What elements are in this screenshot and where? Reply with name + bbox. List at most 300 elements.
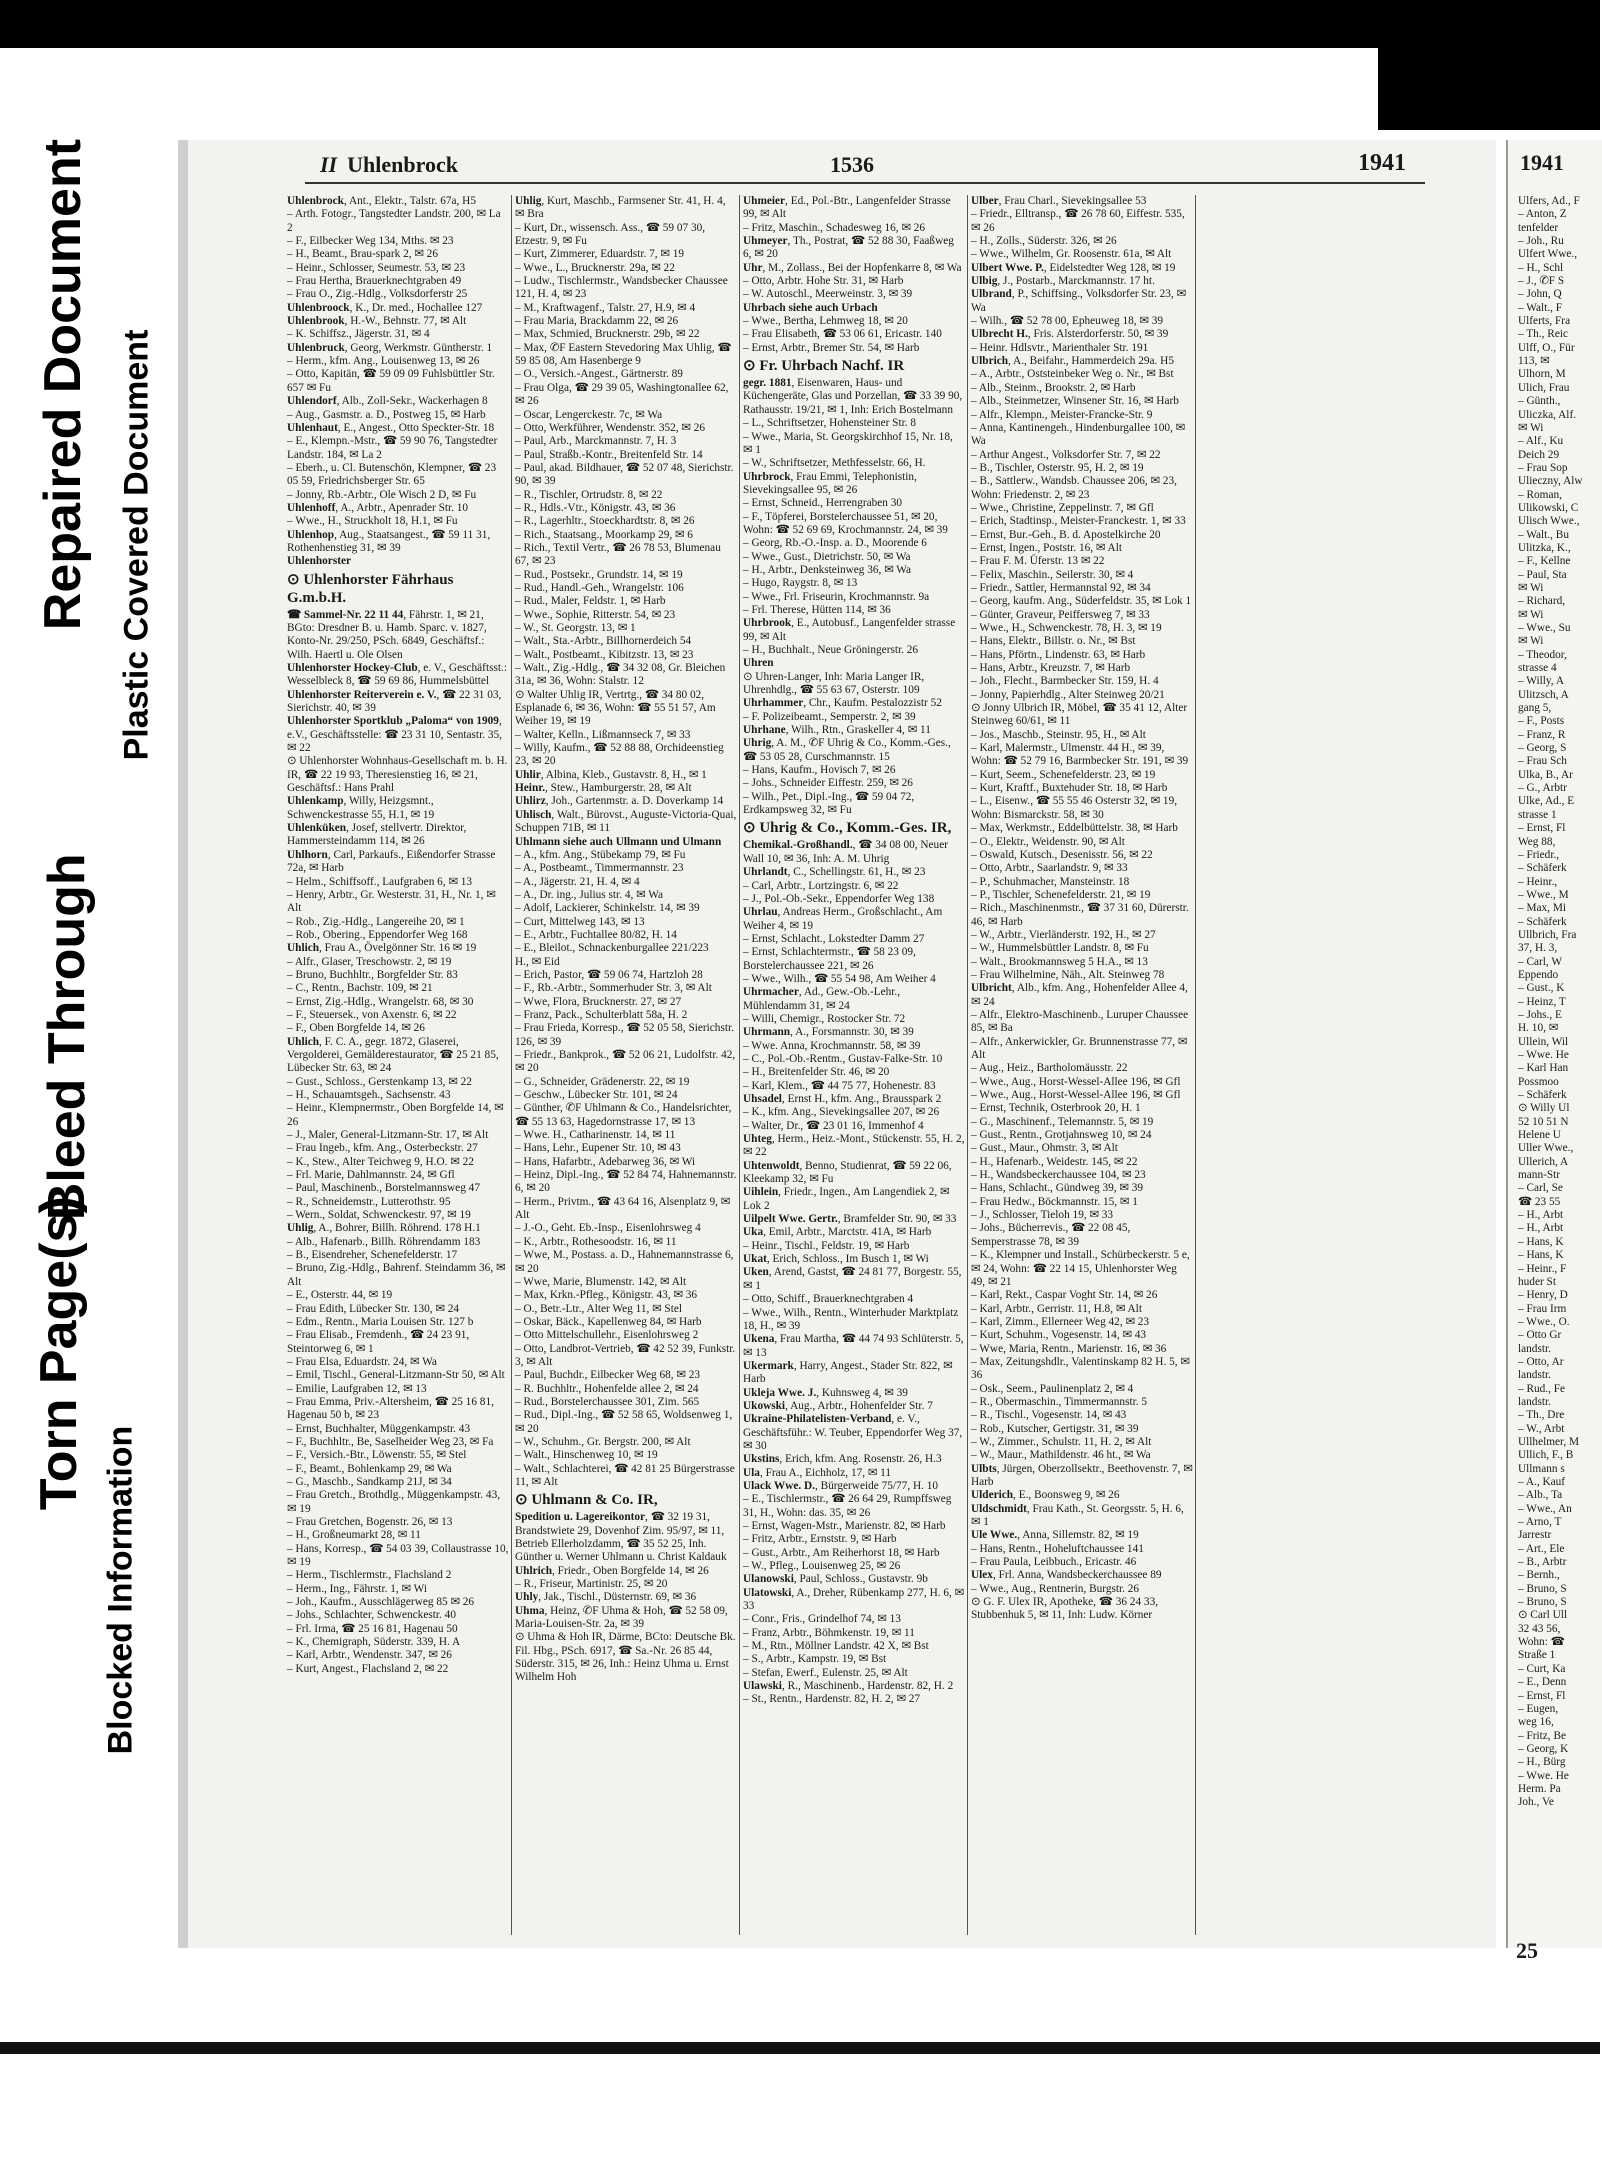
directory-entry: – Hans, Hafarbtr., Adebarweg 36, ✉ Wi <box>515 1155 696 1168</box>
directory-entry: – R., Obermaschin., Timmermannstr. 5 <box>971 1395 1148 1408</box>
directory-entry: – Wwe., Aug., Horst-Wessel-Allee 196, ✉ Gfl <box>971 1089 1181 1102</box>
adjacent-page-line: 113, ✉ <box>1518 355 1550 368</box>
directory-entry: – L., Schriftsetzer, Hohensteiner Str. 8 <box>743 417 917 430</box>
header-left <box>320 152 458 178</box>
directory-entry: – Wwe, M., Postass. a. D., Hahnemannstrasse 6, ✉ 20 <box>515 1249 734 1275</box>
directory-entry: – G., Schneider, Grädenerstr. 22, ✉ 19 <box>515 1075 690 1088</box>
directory-entry: – Karl, Malermstr., Ulmenstr. 44 H., ✉ 39, Wohn: ☎ 52 79 16, Barmbecker Str. 191, ✉ 39 <box>971 742 1189 768</box>
directory-entry: – Rud., Handl.-Geh., Wrangelstr. 106 <box>515 581 684 594</box>
directory-entry: – A., kfm. Ang., Stübekamp 79, ✉ Fu <box>515 848 686 861</box>
directory-entry: – Frau Hertha, Brauerknechtgraben 49 <box>287 275 462 288</box>
directory-entry: – Jonny, Papierhdlg., Alter Steinweg 20/21 <box>971 688 1165 701</box>
adjacent-page-line: Ullbrich, Fra <box>1518 928 1577 941</box>
adjacent-page-line: – Max, Mi <box>1518 902 1567 915</box>
directory-entry: Uldschmidt, Frau Kath., St. Georgsstr. 5, H. 6, ✉ 1 <box>971 1502 1184 1529</box>
directory-entry: Uhlenkamp, Willy, Heizgsmnt., Schwenckestrasse 55, H.1, ✉ 19 <box>287 795 435 821</box>
directory-entry: – Max, Werkmstr., Eddelbüttelstr. 38, ✉ Harb <box>971 822 1178 835</box>
directory-entry: – Frau Edith, Lübecker Str. 130, ✉ 24 <box>287 1302 459 1315</box>
directory-entry: – F., Eilbecker Weg 134, Mths. ✉ 23 <box>287 235 454 248</box>
directory-entry: – Rud., Borstelerchaussee 301, Zim. 565 <box>515 1395 700 1408</box>
adjacent-page-line: – Gust., K <box>1518 982 1565 995</box>
directory-entry: ⊙ G. F. Ulex IR, Apotheke, ☎ 36 24 33, Stubbenhuk 5, ✉ 11, Inh: Ludw. Körner <box>971 1596 1159 1622</box>
adjacent-page-line: – Th., Dre <box>1518 1409 1565 1422</box>
directory-entry: – P., Tischler, Schenefelderstr. 21, ✉ 19 <box>971 888 1151 901</box>
directory-entry: – Walt., Postbeamt., Kibitzstr. 13, ✉ 23 <box>515 648 694 661</box>
directory-entry: – Herm., Privtm., ☎ 43 64 16, Alsenplatz 9, ✉ Alt <box>515 1195 731 1222</box>
directory-entry: – Friedr., Bankprok., ☎ 52 06 21, Ludolfstr. 42, ✉ 20 <box>515 1049 736 1075</box>
directory-entry: – K., Chemigraph, Süderstr. 339, H. A <box>287 1636 461 1649</box>
adjacent-page-line: – G., Arbtr <box>1518 782 1567 795</box>
directory-entry: – F., Beamt., Bohlenkamp 29, ✉ Wa <box>287 1462 452 1475</box>
directory-entry: – G., Maschb., Sandkamp 21J, ✉ 34 <box>287 1475 452 1488</box>
directory-entry: – J., Pol.-Ob.-Sekr., Eppendorfer Weg 138 <box>743 892 935 905</box>
directory-entry: – W., Arbtr., Vierländerstr. 192, H., ✉ 27 <box>971 928 1156 941</box>
directory-entry: – Otto, Kapitän, ☎ 59 09 09 Fuhlsbüttler Str. 657 ✉ Fu <box>287 368 495 394</box>
directory-entry: – Wwe., Sophie, Ritterstr. 54, ✉ 23 <box>515 608 676 621</box>
directory-entry: – F., Töpferei, Borstelerchaussee 51, ✉ 20, Wohn: ☎ 52 69 69, Krochmannstr. 24, ✉ 39 <box>743 510 948 536</box>
directory-entry: – Karl, Rekt., Caspar Voght Str. 14, ✉ 26 <box>971 1289 1158 1302</box>
scan-border-bottom <box>0 2042 1600 2054</box>
directory-entry: – Rich., Maschinenmstr., ☎ 37 31 60, Dürerstr. 46, ✉ Harb <box>971 902 1189 928</box>
adjacent-page-line: Joh., Ve <box>1518 1796 1554 1809</box>
adjacent-page-line: – Hans, K <box>1518 1235 1564 1248</box>
directory-entry: – Wern., Soldat, Schwenckestr. 97, ✉ 19 <box>287 1209 471 1222</box>
directory-entry: – Frau Hedw., Böckmannstr. 15, ✉ 1 <box>971 1195 1138 1208</box>
directory-entry: Ukraine-Philatelisten-Verband, e. V., Geschäftsführ.: W. Teuber, Eppendorfer Weg 37, ✉ 30 <box>743 1413 963 1452</box>
directory-entry: – H., Großneumarkt 28, ✉ 11 <box>287 1529 421 1542</box>
directory-entry: – Alfr., Glaser, Treschowstr. 2, ✉ 19 <box>287 955 452 968</box>
scan-border-top-right <box>1378 48 1600 130</box>
directory-entry: Uhrmacher, Ad., Gew.-Ob.-Lehr., Mühlendamm 31, ✉ 24 <box>743 986 901 1012</box>
directory-entry: – F., Steuersek., von Axenstr. 6, ✉ 22 <box>287 1008 457 1021</box>
header-section: II <box>320 152 338 177</box>
directory-entry: – E., Klempn.-Mstr., ☎ 59 90 76, Tangstedter Landstr. 184, ✉ La 2 <box>287 435 498 461</box>
directory-entry: Uhlenküken, Josef, stellvertr. Direktor, Hammersteindamm 114, ✉ 26 <box>287 822 467 848</box>
directory-entry: Uhlenhorster Sportklub „Paloma“ von 1909, e.V., Geschäftsstelle: ☎ 23 31 10, Sentastr. 35, ✉ 22 <box>287 715 502 755</box>
adjacent-page-line: strasse 1 <box>1518 808 1557 821</box>
directory-entry: Uhrhane, Wilh., Rtn., Graskeller 4, ✉ 11 <box>743 724 931 737</box>
directory-entry: Ulbricht, Alb., kfm. Ang., Hohenfelder Allee 4, ✉ 24 <box>971 982 1188 1008</box>
directory-entry: – Paul, Straßb.-Kontr., Breitenfeld Str. 14 <box>515 448 703 461</box>
directory-entry: – Rud., Postsekr., Grundstr. 14, ✉ 19 <box>515 568 683 581</box>
directory-entry: – Wwe., H., Struckholt 18, H.1, ✉ Fu <box>287 515 458 528</box>
directory-entry: – Geschw., Lübecker Str. 101, ✉ 24 <box>515 1089 678 1102</box>
adjacent-page-line: – Wwe., O. <box>1518 1315 1570 1328</box>
directory-entry: – Walt., Brookmannsweg 5 H.A., ✉ 13 <box>971 955 1148 968</box>
directory-entry: – Herm., Ing., Fährstr. 1, ✉ Wi <box>287 1582 427 1595</box>
adjacent-page-line: – Hans, K <box>1518 1249 1564 1262</box>
directory-entry: – Willy, Kaufm., ☎ 52 88 88, Orchideenstieg 23, ✉ 20 <box>515 742 724 768</box>
adjacent-page-lines <box>1518 195 1602 1935</box>
directory-entry: Uhlig, Kurt, Maschb., Farmsener Str. 41, H. 4, ✉ Bra <box>515 195 726 221</box>
directory-entry: – Paul, Arb., Marckmannstr. 7, H. 3 <box>515 435 677 448</box>
directory-entry: – G., Maschinenf., Telemannstr. 5, ✉ 19 <box>971 1115 1154 1128</box>
adjacent-page-line: – Wwe., An <box>1518 1502 1572 1515</box>
column-5 <box>1199 195 1431 1935</box>
directory-entry: – Frau Elisabeth, ☎ 53 06 61, Ericastr. 140 <box>743 328 942 341</box>
directory-entry: – Erich, Pastor, ☎ 59 06 74, Hartzloh 28 <box>515 968 703 981</box>
directory-entry: – Ernst, Wagen-Mstr., Marienstr. 82, ✉ Harb <box>743 1520 946 1532</box>
directory-entry: ⊙ Uhren-Langer, Inh: Maria Langer IR, Uhrenhdlg., ☎ 55 63 67, Osterstr. 109 <box>743 670 925 697</box>
directory-entry: – Frau Emma, Priv.-Altersheim, ☎ 25 16 81, Hagenau 50 b, ✉ 23 <box>287 1395 494 1422</box>
directory-entry: Ulbrecht H., Fris. Alsterdorferstr. 50, ✉ 39 <box>971 328 1169 341</box>
adjacent-page-line: Uliczka, Alf. <box>1518 408 1577 421</box>
directory-entry: – Rud., Maler, Feldstr. 1, ✉ Harb <box>515 595 666 608</box>
adjacent-page-line: – Ernst, Fl <box>1518 1689 1566 1702</box>
adjacent-page-line: – Arno, T <box>1518 1516 1562 1529</box>
adjacent-page-line: mann-Str <box>1518 1169 1561 1182</box>
directory-entry: Uhlmann siehe auch Ullmann und Ulmann <box>515 835 722 848</box>
adjacent-page-line: tenfelder <box>1518 221 1559 234</box>
adjacent-page-line: Uller Wwe., <box>1518 1142 1574 1155</box>
adjacent-page-line: ✉ Wi <box>1518 581 1544 594</box>
adjacent-page-line: Ulisch Wwe., <box>1518 515 1580 528</box>
adjacent-page-line: – Frau Irm <box>1518 1302 1567 1315</box>
adjacent-page-line: Ulka, B., Ar <box>1518 768 1573 781</box>
adjacent-page-line: ✉ Wi <box>1518 421 1544 434</box>
directory-entry: – Johs., Bücherrevis., ☎ 22 08 45, Semperstrasse 78, ✉ 39 <box>971 1222 1131 1248</box>
adjacent-page-line: Ulke, Ad., E <box>1518 795 1575 808</box>
directory-entry: – H., Beamt., Brau-spark 2, ✉ 26 <box>287 248 438 261</box>
adjacent-page-line: – J., ✆F S <box>1518 275 1565 288</box>
directory-entry: – K., Klempner und Install., Schürbeckerstr. 5 e, ✉ 24, Wohn: ☎ 22 14 15, Uhlenhorster Weg 49, ✉ 21 <box>971 1249 1190 1288</box>
directory-entry: – W., Hummelsbüttler Landstr. 8, ✉ Fu <box>971 942 1149 955</box>
adjacent-page-line: – Walt., Bu <box>1518 528 1569 541</box>
directory-entry: – Max, ✆F Eastern Stevedoring Max Uhlig, ☎ 59 85 08, Am Hasenberge 9 <box>515 341 732 368</box>
adjacent-page-line: – Schäferk <box>1518 862 1567 875</box>
adjacent-page-line: landstr. <box>1518 1395 1551 1408</box>
directory-entry: – Wwe, Flora, Brucknerstr. 27, ✉ 27 <box>515 995 682 1008</box>
directory-entry: Ule Wwe., Anna, Sillemstr. 82, ✉ 19 <box>971 1529 1139 1542</box>
adjacent-page-line: – Willy, A <box>1518 675 1564 688</box>
directory-entry: – Heinr., Schlosser, Seumestr. 53, ✉ 23 <box>287 261 466 274</box>
directory-entry: – Johs., Schlachter, Schwenckestr. 40 <box>287 1609 456 1622</box>
directory-entry: – H., Wandsbeckerchaussee 104, ✉ 23 <box>971 1169 1146 1182</box>
adjacent-page-line: Ulhorn, M <box>1518 368 1566 381</box>
adjacent-page-line: Ulferts, Fra <box>1518 315 1571 328</box>
adjacent-page-line: Straße 1 <box>1518 1649 1556 1662</box>
directory-entry: Uhlenhaut, E., Angest., Otto Speckter-Str. 18 <box>287 421 495 434</box>
directory-entry: Uhrlau, Andreas Herm., Großschlacht., Am Weiher 4, ✉ 19 <box>743 906 943 932</box>
directory-entry: – Max, Schmied, Brucknerstr. 29b, ✉ 22 <box>515 328 700 341</box>
directory-entry: – Wwe., Frl. Friseurin, Krochmannstr. 9a <box>743 590 930 603</box>
directory-entry: – Carl, Arbtr., Lortzingstr. 6, ✉ 22 <box>743 879 899 892</box>
directory-entry: – Kurt, Angest., Flachsland 2, ✉ 22 <box>287 1662 449 1675</box>
directory-entry: – Willi, Chemigr., Rostocker Str. 72 <box>743 1012 906 1025</box>
directory-entry: – R. Buchhltr., Hohenfelde allee 2, ✉ 24 <box>515 1382 699 1395</box>
adjacent-page-line: Ulfert Wwe., <box>1518 248 1578 261</box>
directory-entry: – F., Buchhltr., Be, Saselheider Weg 23, ✉ Fa <box>287 1435 494 1448</box>
directory-entry: – Karl, Klem., ☎ 44 75 77, Hohenestr. 83 <box>743 1079 936 1092</box>
adjacent-page-line: – Schäferk <box>1518 915 1567 928</box>
adjacent-page-line: – Frau Sop <box>1518 461 1568 474</box>
column-divider <box>1195 195 1196 1935</box>
directory-entry: Ulbts, Jürgen, Oberzollsektr., Beethovenstr. 7, ✉ Harb <box>971 1462 1193 1488</box>
directory-entry: Uhlenbroock, K., Dr. med., Hochallee 127 <box>287 301 483 314</box>
column-4 <box>971 195 1193 1935</box>
directory-entry: ⊙ Uhlenhorster Fährhaus G.m.b.H. <box>287 571 454 606</box>
directory-entry: Uhlenbrock, Ant., Elektr., Talstr. 67a, H5 <box>287 195 476 207</box>
directory-entry: – Fritz, Arbtr., Ernststr. 9, ✉ Harb <box>743 1533 897 1546</box>
directory-entry: – Günter, Graveur, Peiffersweg 7, ✉ 33 <box>971 608 1150 621</box>
directory-entry: – Paul, akad. Bildhauer, ☎ 52 07 48, Sierichstr. 90, ✉ 39 <box>515 461 734 488</box>
directory-entry: Uhlich, F. C. A., gegr. 1872, Glaserei, Vergolderei, Gemälderestaurator, ☎ 25 21 85, Lübecker Str. 63, ✉ 24 <box>287 1035 499 1075</box>
side-label-repaired-document: Repaired Document <box>33 138 92 630</box>
directory-entry: – H., Schauamtsgeh., Sachsenstr. 43 <box>287 1089 451 1101</box>
directory-entry: – W. Autoschl., Meerweinstr. 3, ✉ 39 <box>743 288 913 301</box>
directory-entry: – Hans, Elektr., Billstr. o. Nr., ✉ Bst <box>971 635 1136 648</box>
directory-entry: – P., Schuhmacher, Mansteinstr. 18 <box>971 875 1130 888</box>
directory-entry: – Anna, Kantinengeh., Hindenburgallee 100, ✉ Wa <box>971 421 1186 448</box>
side-label-blocked-information: Blocked Information <box>101 1425 140 1754</box>
header-rule <box>305 182 1425 184</box>
directory-entry: – Rob., Zig.-Hdlg., Langereihe 20, ✉ 1 <box>287 915 465 928</box>
directory-entry: – F., Rb.-Arbtr., Sommerhuder Str. 3, ✉ Alt <box>515 982 712 995</box>
directory-entry: – Max, Krkn.-Pfleg., Königstr. 43, ✉ 36 <box>515 1289 698 1302</box>
directory-entry: – Ernst, Buchhalter, Müggenkampstr. 43 <box>287 1422 471 1435</box>
adjacent-page-line: 37, H. 3, <box>1518 942 1558 955</box>
adjacent-page-line: Ulieczny, Alw <box>1518 475 1583 488</box>
directory-entry: Ukstins, Erich, kfm. Ang. Rosenstr. 26, H.3 <box>743 1453 942 1466</box>
directory-entry: Uhtenwoldt, Benno, Studienrat, ☎ 59 22 06, Kleekamp 32, ✉ Fu <box>743 1159 952 1186</box>
directory-entry: – Heinr. Hdlsvtr., Marienthaler Str. 191 <box>971 341 1149 354</box>
adjacent-page-line: – Eugen, <box>1518 1702 1559 1715</box>
directory-entry: – Georg, Rb.-O.-Insp. a. D., Moorende 6 <box>743 537 927 550</box>
directory-entry: – Wwe., Wilh., Rentn., Winterhuder Marktplatz 18, H., ✉ 39 <box>743 1306 959 1332</box>
adjacent-page-line: – F., Kellne <box>1518 555 1571 568</box>
directory-entry: – J.-O., Geht. Eb.-Insp., Eisenlohrsweg 4 <box>515 1222 701 1235</box>
directory-entry: – F., Versich.-Btr., Löwenstr. 55, ✉ Stel <box>287 1449 467 1462</box>
adjacent-page-line: – H., Arbt <box>1518 1222 1564 1235</box>
directory-entry: – Wwe., H., Schwenckestr. 78, H. 3, ✉ 19 <box>971 622 1162 634</box>
directory-entry: – S., Arbtr., Kampstr. 19, ✉ Bst <box>743 1653 887 1666</box>
directory-entry: – Gust., Schloss., Gerstenkamp 13, ✉ 22 <box>287 1075 472 1088</box>
adjacent-page-line: – Otto Gr <box>1518 1329 1562 1342</box>
directory-entry: Uhlenhorster Hockey-Club, e. V., Geschäftsst.: Wesselbleck 8, ☎ 59 69 86, Hummelsbüttel <box>287 662 507 688</box>
adjacent-page-line: Ullich, F., B <box>1518 1449 1574 1462</box>
directory-entry: – R., Friseur, Martinistr. 25, ✉ 20 <box>515 1578 668 1591</box>
directory-entry: – Heinz, Dipl.-Ing., ☎ 52 84 74, Hahnemannstr. 6, ✉ 20 <box>515 1169 737 1195</box>
directory-entry: – Wwe., L., Brucknerstr. 29a, ✉ 22 <box>515 261 675 274</box>
directory-entry: – Walter, Kelln., Lißmannseck 7, ✉ 33 <box>515 728 691 741</box>
directory-entry: – M., Kraftwagenf., Talstr. 27, H.9, ✉ 4 <box>515 301 696 314</box>
adjacent-page-line: – John, Q <box>1518 288 1562 301</box>
adjacent-page-line: – E., Denn <box>1518 1676 1567 1689</box>
directory-entry: – Wilh., Pet., Dipl.-Ing., ☎ 59 04 72, Erdkampsweg 32, ✉ Fu <box>743 790 915 817</box>
directory-entry: – Otto Mittelschullehr., Eisenlohrsweg 2 <box>515 1329 699 1342</box>
adjacent-page-line: – Wwe., Su <box>1518 622 1571 634</box>
adjacent-page-line: – Wwe. He <box>1518 1769 1569 1782</box>
adjacent-page-line: – Theodor, <box>1518 648 1567 661</box>
directory-entry: – Eberh., u. Cl. Butenschön, Klempner, ☎ 23 05 59, Friedrichsberger Str. 65 <box>287 461 497 488</box>
directory-entry: – Aug., Gasmstr. a. D., Postweg 15, ✉ Harb <box>287 408 486 421</box>
directory-entry: Uhrig, A. M., ✆F Uhrig & Co., Komm.-Ges., ☎ 53 05 28, Curschmannstr. 15 <box>743 737 951 763</box>
directory-entry: – Emil, Tischl., General-Litzmann-Str 50, ✉ Alt <box>287 1369 505 1382</box>
directory-entry: – Frau Elsa, Eduardstr. 24, ✉ Wa <box>287 1355 437 1368</box>
directory-entry: – A., Arbtr., Oststeinbeker Weg o. Nr., ✉ Bst <box>971 368 1174 381</box>
directory-entry: gegr. 1881, Eisenwaren, Haus- und Küchengeräte, Glas und Porzellan, ☎ 33 39 90, Rathausstr. 19/21, ✉ 1, Inh: Erich Bostelmann <box>743 377 963 416</box>
adjacent-page-number: 25 <box>1516 1938 1538 1963</box>
directory-entry: Uhrhammer, Chr., Kaufm. Pestalozzistr 52 <box>743 697 942 710</box>
directory-entry: Uhrbrook, E., Autobusf., Langenfelder strasse 99, ✉ Alt <box>743 617 956 643</box>
directory-entry: – Otto, Landbrot-Vertrieb, ☎ 42 52 39, Funkstr. 3, ✉ Alt <box>515 1342 736 1368</box>
directory-entry: H., ✉ Eid <box>515 955 560 968</box>
directory-entry: – F., Oben Borgfelde 14, ✉ 26 <box>287 1022 425 1035</box>
directory-entry: – Walt., Schlachterei, ☎ 42 81 25 Bürgerstrasse 11, ✉ Alt <box>515 1462 735 1488</box>
adjacent-page-line: – W., Arbt <box>1518 1422 1565 1435</box>
directory-entry: – Alfr., Ankerwickler, Gr. Brunnenstrasse 77, ✉ Alt <box>971 1035 1188 1061</box>
directory-entry: – Ernst, Bur.-Geh., B. d. Apostelkirche 20 <box>971 528 1161 541</box>
adjacent-page-year: 1941 <box>1520 150 1564 175</box>
adjacent-page-line: – Paul, Sta <box>1518 568 1567 581</box>
directory-entry: – Alfr., Klempn., Meister-Francke-Str. 9 <box>971 408 1153 421</box>
directory-entry: – Alb., Steinm., Brookstr. 2, ✉ Harb <box>971 381 1136 394</box>
directory-entry: – Kurt, Kraftf., Buxtehuder Str. 18, ✉ Harb <box>971 782 1168 795</box>
directory-entry: – Ernst, Schlacht., Lokstedter Damm 27 <box>743 932 925 945</box>
adjacent-page-line: – Carl, W <box>1518 955 1563 968</box>
directory-entry: – Joh., Kaufm., Ausschlägerweg 85 ✉ 26 <box>287 1596 475 1609</box>
directory-entry: – Otto, Werkführer, Wendenstr. 352, ✉ 26 <box>515 421 706 434</box>
directory-entry: – Rob., Obering., Eppendorfer Weg 168 <box>287 928 468 941</box>
adjacent-page-line: Ullerich, A <box>1518 1155 1569 1168</box>
adjacent-page-line: – Günth., <box>1518 395 1561 408</box>
directory-entry: – Rud., Dipl.-Ing., ☎ 52 58 65, Woldsenweg 1, ✉ 20 <box>515 1409 733 1435</box>
adjacent-page-line: – Th., Reic <box>1518 328 1568 341</box>
adjacent-page-line: ✉ Wi <box>1518 608 1544 621</box>
directory-entry: – Curt, Mittelweg 143, ✉ 13 <box>515 915 645 928</box>
directory-entry: – Ernst, Ingen., Poststr. 16, ✉ Alt <box>971 541 1122 554</box>
directory-entry: – B., Eisendreher, Schenefelderstr. 17 <box>287 1249 458 1262</box>
directory-entry: – Edm., Rentn., Maria Louisen Str. 127 b <box>287 1315 474 1328</box>
directory-entry: – H., Breitenfelder Str. 46, ✉ 20 <box>743 1066 890 1079</box>
directory-entry: – Hugo, Raygstr. 8, ✉ 13 <box>743 577 858 590</box>
adjacent-page-line: weg 16, <box>1518 1716 1554 1729</box>
directory-entry: – K., Arbtr., Rothesoodstr. 16, ✉ 11 <box>515 1235 677 1248</box>
adjacent-page-line: landstr. <box>1518 1342 1551 1355</box>
directory-entry: – Ernst, Schlachtermstr., ☎ 58 23 09, Borstelerchaussee 221, ✉ 26 <box>743 946 916 972</box>
directory-entry: – K., Stew., Alter Teichweg 9, H.O. ✉ 22 <box>287 1155 474 1168</box>
directory-entry: – Kurt, Seem., Schenefelderstr. 23, ✉ 19 <box>971 768 1156 781</box>
directory-entry: – Max, Zeitungshdlr., Valentinskamp 82 H. 5, ✉ 36 <box>971 1355 1190 1382</box>
directory-entry: – Oskar, Bäck., Kapellenweg 84, ✉ Harb <box>515 1315 702 1328</box>
directory-entry: – Paul, Buchdr., Eilbecker Weg 68, ✉ 23 <box>515 1369 700 1382</box>
adjacent-page-line: Weg 88, <box>1518 835 1556 848</box>
directory-entry: – Alfr., Elektro-Maschinenb., Luruper Chaussee 85, ✉ Ba <box>971 1008 1189 1035</box>
directory-entry: ⊙ Uhrig & Co., Komm.-Ges. IR, <box>743 820 952 837</box>
directory-entry: Ulber, Frau Charl., Sievekingsallee 53 <box>971 195 1147 207</box>
adjacent-page-line: ☎ 23 55 <box>1518 1195 1561 1208</box>
adjacent-page-line: – Heinr., F <box>1518 1262 1567 1275</box>
directory-entry: Ukena, Frau Martha, ☎ 44 74 93 Schlüterstr. 5, ✉ 13 <box>743 1333 964 1359</box>
directory-entry: – E., Bleilot., Schnackenburgallee 221/223 <box>515 942 709 955</box>
adjacent-page-line: Wohn: ☎ <box>1518 1636 1565 1649</box>
adjacent-page-line: – Anton, Z <box>1518 208 1567 221</box>
directory-entry: Uhsadel, Ernst H., kfm. Ang., Brausspark 2 <box>743 1093 942 1105</box>
directory-entry: Uihlein, Friedr., Ingen., Am Langendiek 2, ✉ Lok 2 <box>743 1186 950 1212</box>
directory-entry: – Alb., Hafenarb., Billh. Röhrendamm 183 <box>287 1235 481 1248</box>
directory-entry: – Wwe, Maria, Rentn., Marienstr. 16, ✉ 36 <box>971 1342 1167 1355</box>
adjacent-page-line: Ulfers, Ad., F <box>1518 195 1580 207</box>
directory-entry: – Wwe., Aug., Horst-Wessel-Allee 196, ✉ Gfl <box>971 1075 1181 1088</box>
directory-entry: Ulatowski, A., Dreher, Rübenkamp 277, H. 6, ✉ 33 <box>743 1586 965 1613</box>
adjacent-page-line: Ullmann s <box>1518 1462 1565 1475</box>
side-label-col-1 <box>31 1196 88 1510</box>
header-page-number: 1536 <box>830 152 874 177</box>
adjacent-page-line: Ullhelmer, M <box>1518 1435 1580 1448</box>
directory-entry: – E., Osterstr. 44, ✉ 19 <box>287 1289 393 1302</box>
directory-entry: Ulbert Wwe. P., Eidelstedter Weg 128, ✉ 19 <box>971 261 1176 274</box>
directory-entry: Ukowski, Aug., Arbtr., Hohenfelder Str. 7 <box>743 1399 933 1412</box>
directory-entry: Ulanowski, Paul, Schloss., Gustavstr. 9b <box>743 1573 928 1586</box>
directory-entry: – Wwe. H., Catharinenstr. 14, ✉ 11 <box>515 1129 676 1142</box>
adjacent-page-line: – H., Schl <box>1518 261 1564 274</box>
directory-entry: – Bruno, Buchhltr., Borgfelder Str. 83 <box>287 968 458 981</box>
directory-entry: – Conr., Fris., Grindelhof 74, ✉ 13 <box>743 1613 901 1626</box>
directory-entry: ⊙ Uhlmann & Co. IR, <box>515 1492 658 1509</box>
directory-entry: Uhlenhorster <box>287 555 352 568</box>
directory-entry: – Joh., Flecht., Barmbecker Str. 159, H. 4 <box>971 675 1159 688</box>
adjacent-page-line: Ulikowski, C <box>1518 501 1579 514</box>
directory-columns <box>287 195 1441 1935</box>
directory-entry: – Frau Gretchen, Bogenstr. 26, ✉ 13 <box>287 1516 453 1528</box>
header-name: Uhlenbrock <box>347 152 458 177</box>
adjacent-page-line: – Roman, <box>1518 488 1562 501</box>
directory-entry: – H., Hafenarb., Weidestr. 145, ✉ 22 <box>971 1155 1138 1168</box>
directory-entry: ⊙ Fr. Uhrbach Nachf. IR <box>743 358 905 375</box>
directory-entry: – B., Tischler, Osterstr. 95, H. 2, ✉ 19 <box>971 461 1144 474</box>
side-label-plastic-covered: Plastic Covered Document <box>117 329 156 760</box>
adjacent-page-line: Ulitzka, K., <box>1518 541 1571 554</box>
directory-entry: – Frau Elisab., Fremdenh., ☎ 24 23 91, Steintorweg 6, ✉ 1 <box>287 1329 470 1355</box>
page-header <box>190 148 1430 184</box>
directory-entry: Ulderich, E., Boonsweg 9, ✉ 26 <box>971 1489 1120 1502</box>
directory-entry: – Jonny, Rb.-Arbtr., Ole Wisch 2 D, ✉ Fu <box>287 488 477 501</box>
adjacent-page-line: Helene U <box>1518 1129 1561 1142</box>
directory-entry: – Hans, Rentn., Hoheluftchaussee 141 <box>971 1542 1144 1555</box>
directory-entry: – Wwe., Wilh., ☎ 55 54 98, Am Weiher 4 <box>743 972 936 985</box>
directory-entry: – F. Polizeibeamt., Semperstr. 2, ✉ 39 <box>743 710 916 723</box>
adjacent-page-line: – Schäferk <box>1518 1089 1567 1102</box>
directory-entry: Uhly, Jak., Tischl., Düsternstr. 69, ✉ 36 <box>515 1591 697 1604</box>
directory-entry: Ulawski, R., Maschinenb., Hardenstr. 82, H. 2 <box>743 1680 954 1693</box>
directory-entry: – Ludw., Tischlermstr., Wandsbecker Chaussee 121, H. 4, ✉ 23 <box>515 275 728 301</box>
side-label-torn-pages: Torn Page(s) <box>29 1196 88 1510</box>
directory-entry: – W., Pfleg., Louisenweg 25, ✉ 26 <box>743 1560 901 1573</box>
directory-entry: – Gust., Rentn., Grotjahnsweg 10, ✉ 24 <box>971 1129 1152 1142</box>
adjacent-page-line: landstr. <box>1518 1369 1551 1382</box>
directory-entry: – E., Tischlermstr., ☎ 26 64 29, Rumpffsweg 31, H., Wohn: das. 35, ✉ 26 <box>743 1493 952 1519</box>
adjacent-page-line: – Bruno, S <box>1518 1596 1567 1609</box>
directory-entry: – Johs., Schneider Eiffestr. 259, ✉ 26 <box>743 777 913 790</box>
directory-entry: – Herm., Tischlermstr., Flachsland 2 <box>287 1569 452 1582</box>
adjacent-page-line: Herm. Pa <box>1518 1782 1561 1795</box>
directory-entry: Uhlhorn, Carl, Parkaufs., Eißendorfer Strasse 72a, ✉ Harb <box>287 848 496 875</box>
directory-entry: – W., Zimmer., Schulstr. 11, H. 2, ✉ Alt <box>971 1435 1152 1448</box>
directory-entry: ⊙ Uhlenhorster Wohnhaus-Gesellschaft m. b. H. IR, ☎ 22 19 93, Theresienstieg 16, ✉ 21, Geschäftsf.: Hans Prahl <box>287 755 508 795</box>
side-label-col-3 <box>35 139 92 630</box>
directory-entry: Ulex, Frl. Anna, Wandsbeckerchaussee 89 <box>971 1569 1162 1582</box>
adjacent-page-line: – F., Posts <box>1518 715 1565 728</box>
directory-entry: – Frl. Marie, Dahlmannstr. 24, ✉ Gfl <box>287 1169 455 1182</box>
directory-entry: Ulbrand, P., Schiffsing., Volksdorfer Str. 23, ✉ Wa <box>971 288 1187 314</box>
directory-entry: – Henry, Arbtr., Gr. Westerstr. 31, H., Nr. 1, ✉ Alt <box>287 888 496 915</box>
directory-entry: Uhlig, A., Bohrer, Billh. Röhrend. 178 H.1 <box>287 1222 481 1235</box>
directory-entry: – Kurt, Schuhm., Vogesenstr. 14, ✉ 43 <box>971 1329 1147 1342</box>
side-label-col-2b <box>119 329 156 760</box>
directory-entry: – Otto, Arbtr. Hohe Str. 31, ✉ Harb <box>743 275 904 288</box>
directory-entry: – Oswald, Kutsch., Desenisstr. 56, ✉ 22 <box>971 848 1153 861</box>
directory-entry: Uhlenbrook, H.-W., Behnstr. 77, ✉ Alt <box>287 315 467 328</box>
